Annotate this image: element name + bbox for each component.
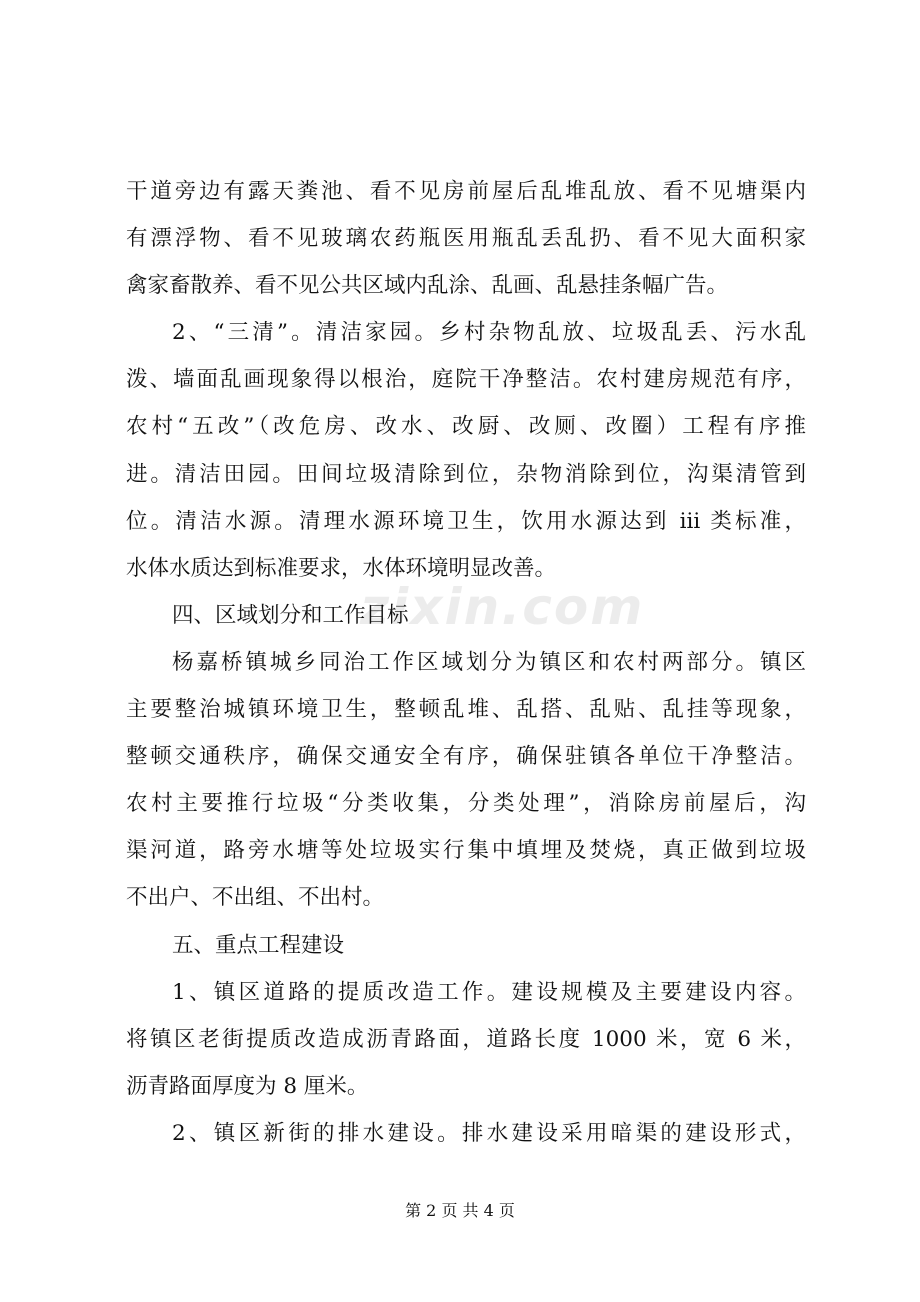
text-line: 渠河道，路旁水塘等处垃圾实行集中填埋及焚烧，真正做到垃圾 [126, 838, 806, 864]
text-line: 沥青路面厚度为 8 厘米。 [126, 1073, 369, 1099]
text-line: 干道旁边有露天粪池、看不见房前屋后乱堆乱放、看不见塘渠内 [126, 179, 806, 204]
text-line: 不出户、不出组、不出村。 [126, 885, 385, 911]
paragraph-first-line: 2、镇区新街的排水建设。排水建设采用暗渠的建设形式， [172, 1120, 806, 1146]
paragraph-first-line: 杨嘉桥镇城乡同治工作区域划分为镇区和农村两部分。镇区 [172, 649, 806, 675]
text-line: 位。清洁水源。清理水源环境卫生，饮用水源达到 iii 类标准， [126, 508, 806, 534]
text-line: 农村“五改”（改危房、改水、改厨、改厕、改圈）工程有序推 [126, 414, 806, 440]
page-footer: 第 2 页 共 4 页 [405, 1201, 515, 1220]
watermark-logo: zixin.com [360, 578, 645, 636]
text-line: 有漂浮物、看不见玻璃农药瓶医用瓶乱丢乱扔、看不见大面积家 [126, 226, 806, 252]
text-line: 禽家畜散养、看不见公共区域内乱涂、乱画、乱悬挂条幅广告。 [126, 273, 729, 299]
text-line: 整顿交通秩序，确保交通安全有序，确保驻镇各单位干净整洁。 [126, 744, 806, 770]
document-body [126, 168, 806, 1157]
text-line: 进。清洁田园。田间垃圾清除到位，杂物消除到位，沟渠清管到 [126, 461, 806, 487]
text-line: 水体水质达到标准要求，水体环境明显改善。 [126, 555, 557, 581]
section-heading: 四、区域划分和工作目标 [172, 602, 409, 628]
text-line: 泼、墙面乱画现象得以根治，庭院干净整洁。农村建房规范有序， [126, 367, 806, 393]
paragraph-first-line: 1、镇区道路的提质改造工作。建设规模及主要建设内容。 [172, 979, 806, 1005]
text-line: 主要整治城镇环境卫生，整顿乱堆、乱搭、乱贴、乱挂等现象， [126, 697, 806, 723]
text-line: 将镇区老街提质改造成沥青路面，道路长度 1000 米，宽 6 米， [126, 1026, 806, 1052]
paragraph-first-line: 2、“三清”。清洁家园。乡村杂物乱放、垃圾乱丢、污水乱 [172, 320, 806, 346]
text-line: 农村主要推行垃圾“分类收集，分类处理”，消除房前屋后，沟 [126, 791, 806, 817]
section-heading: 五、重点工程建设 [172, 932, 345, 958]
